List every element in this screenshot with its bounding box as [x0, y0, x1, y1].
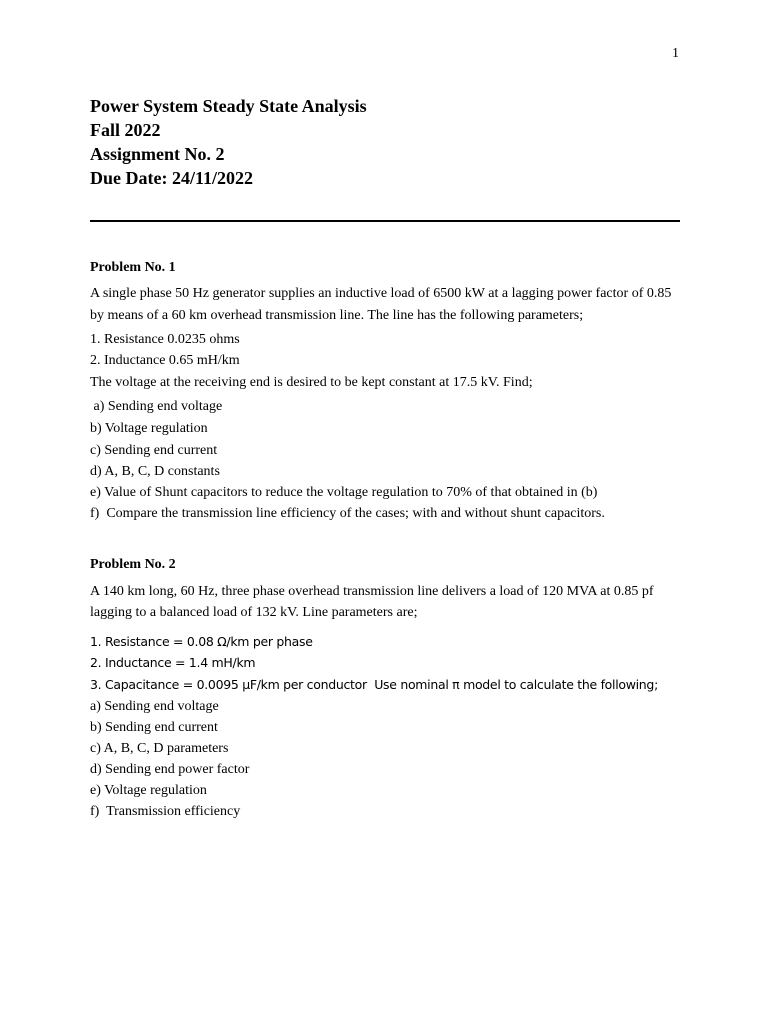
- page-number: 1: [672, 46, 679, 61]
- problem-2-title: Problem No. 2: [90, 557, 176, 572]
- due-date: Due Date: 24/11/2022: [90, 168, 253, 188]
- problem-1-intro-line: A single phase 50 Hz generator supplies an inductive load of 6500 kW at a lagging power factor of 0.85: [90, 286, 672, 301]
- problem-1-item: a) Sending end voltage: [90, 399, 223, 414]
- problem-2-param: 1. Resistance = 0.08 Ω/km per phase: [90, 634, 313, 649]
- problem-1: [90, 258, 690, 525]
- problem-2-item: e) Voltage regulation: [90, 783, 207, 798]
- problem-1-param: 2. Inductance 0.65 mH/km: [90, 353, 240, 368]
- problem-1-item: f) Compare the transmission line efficiency of the cases; with and without shunt capacitors.: [90, 506, 605, 521]
- problem-2-item: b) Sending end current: [90, 720, 218, 735]
- problem-1-item: c) Sending end current: [90, 443, 218, 458]
- problem-2-item: d) Sending end power factor: [90, 762, 250, 777]
- problem-2-intro-line: lagging to a balanced load of 132 kV. Line parameters are;: [90, 605, 418, 620]
- header-divider: [90, 220, 680, 222]
- problem-2-item: f) Transmission efficiency: [90, 804, 241, 819]
- problem-1-param: 1. Resistance 0.0235 ohms: [90, 332, 240, 347]
- problem-1-item: e) Value of Shunt capacitors to reduce the voltage regulation to 70% of that obtained in (b): [90, 485, 598, 500]
- term: Fall 2022: [90, 120, 161, 140]
- document-header: [90, 94, 367, 190]
- problem-1-intro-line: by means of a 60 km overhead transmission line. The line has the following parameters;: [90, 308, 584, 323]
- problem-1-find: The voltage at the receiving end is desired to be kept constant at 17.5 kV. Find;: [90, 375, 533, 390]
- problem-2-item: a) Sending end voltage: [90, 699, 219, 714]
- course-title: Power System Steady State Analysis: [90, 96, 367, 116]
- problem-2-intro-line: A 140 km long, 60 Hz, three phase overhead transmission line delivers a load of 120 MVA at 0.85 pf: [90, 584, 654, 599]
- problem-1-item: d) A, B, C, D constants: [90, 464, 220, 479]
- problem-1-item: b) Voltage regulation: [90, 421, 208, 436]
- assignment-number: Assignment No. 2: [90, 144, 225, 164]
- problem-2-param: 3. Capacitance = 0.0095 μF/km per conductor Use nominal π model to calculate the following;: [90, 677, 658, 692]
- problem-2: [90, 555, 690, 822]
- problem-1-title: Problem No. 1: [90, 260, 176, 275]
- problem-2-item: c) A, B, C, D parameters: [90, 741, 229, 756]
- problem-2-param: 2. Inductance = 1.4 mH/km: [90, 655, 256, 670]
